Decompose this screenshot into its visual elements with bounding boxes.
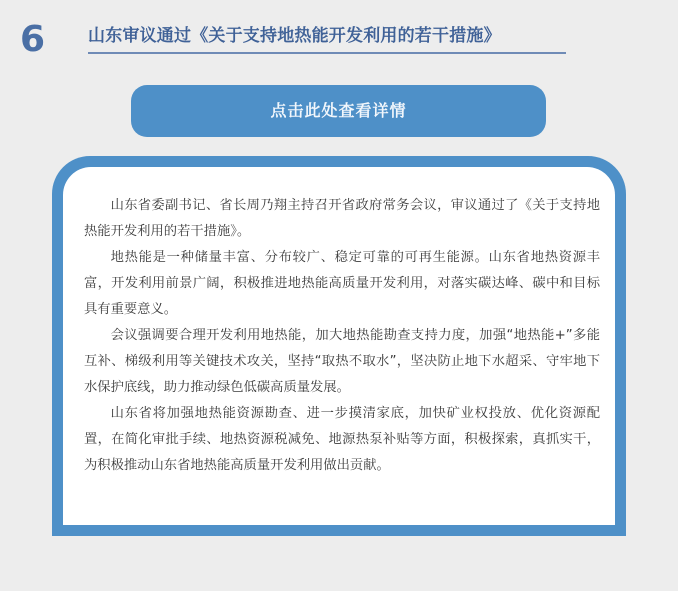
article-card-frame	[52, 156, 626, 536]
headline-underline	[88, 52, 566, 54]
article-paragraph: 山东省委副书记、省长周乃翔主持召开省政府常务会议，审议通过了《关于支持地热能开发利用的若干措施》。	[84, 198, 600, 239]
article-body	[84, 193, 600, 479]
article-headline: 山东审议通过《关于支持地热能开发利用的若干措施》	[88, 26, 501, 46]
section-number: 6	[20, 19, 46, 60]
article-paragraph: 会议强调要合理开发利用地热能，加大地热能勘查支持力度，加强“地热能+”多能互补、梯级利用等关键技术攻关，坚持“取热不取水”，坚决防止地下水超采、守牢地下水保护底线，助力推动绿色低碳高质量发展。	[84, 328, 600, 395]
article-paragraph: 地热能是一种储量丰富、分布较广、稳定可靠的可再生能源。山东省地热资源丰富，开发利用前景广阔，积极推进地热能高质量开发利用，对落实碳达峰、碳中和目标具有重要意义。	[84, 250, 600, 317]
article-paragraph: 山东省将加强地热能资源勘查、进一步摸清家底，加快矿业权投放、优化资源配置，在简化审批手续、地热资源税减免、地源热泵补贴等方面，积极探索，真抓实干，为积极推动山东省地热能高质量开发利用做出贡献。	[84, 406, 600, 473]
view-details-button[interactable]: 点击此处查看详情	[131, 85, 546, 137]
article-card	[63, 167, 615, 525]
